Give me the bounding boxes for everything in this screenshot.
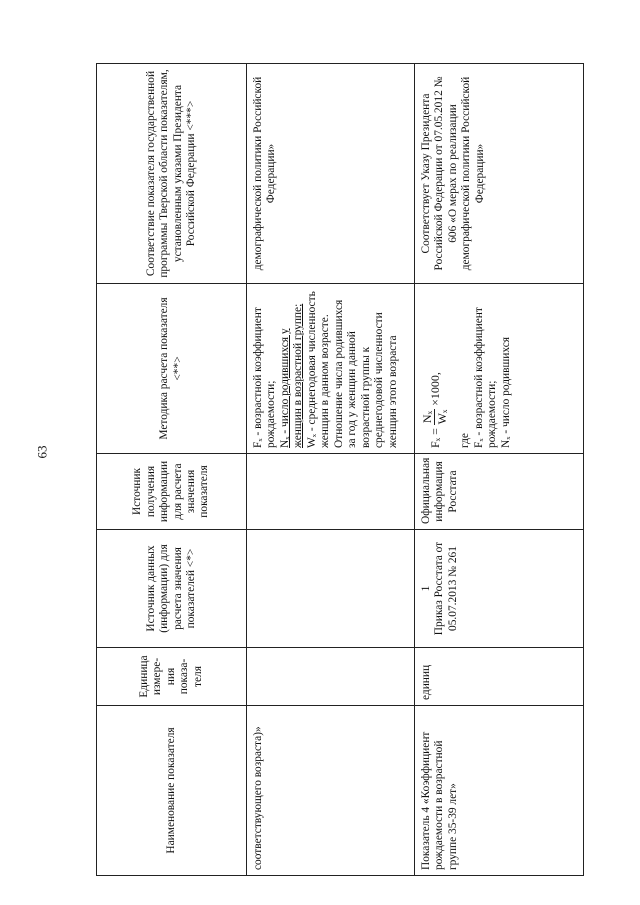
- indicator-table: [96, 63, 584, 876]
- formula-rhs: ×1000,: [427, 372, 442, 406]
- method-line: где: [459, 433, 472, 448]
- formula-denominator: Wₓ: [435, 409, 450, 425]
- header-indicator-name: Наименование показателя: [97, 706, 247, 876]
- compliance-cell: Соответствует Указу Президента Российской Федерации от 07.05.2012 № 606 «О мерах по реализации демографической политики Российской Федерации»: [415, 64, 584, 284]
- header-method: Методика расчета показателя <**>: [97, 284, 247, 454]
- formula: [420, 289, 449, 448]
- data-source-cell: [247, 530, 415, 648]
- header-info-origin: Источник получения информации для расчета значения показателя: [97, 454, 247, 530]
- unit-cell: [247, 648, 415, 706]
- method-line: Fₓ - возрастной коэффициент рождаемости;: [252, 307, 278, 448]
- method-cell: [415, 284, 584, 454]
- info-origin-cell: Официальная информация Росстата: [415, 454, 584, 530]
- header-unit: Единица измерения показателя: [97, 648, 247, 706]
- indicator-name-cell: соответствующего возраста)»: [247, 706, 415, 876]
- formula-lhs: Fₓ =: [427, 428, 442, 448]
- table-row: [247, 64, 415, 876]
- method-line: Fₓ - возрастной коэффициент рождаемости;: [472, 307, 499, 448]
- method-line: Отношение числа родившихся за год у женщин данной возрастной группы к среднегодовой численности женщин этого возраста: [332, 299, 399, 448]
- indicator-name-cell: Показатель 4 «Коэффициент рождаемости в возрастной группе 35-39 лет»: [415, 706, 584, 876]
- header-compliance: Соответствие показателя государственной программы Тверской области показателям, установленным указами Президента Российской Федерации <***>: [97, 64, 247, 284]
- method-line: Nₓ - число родившихся у женщин в возрастной группе;: [278, 303, 305, 448]
- header-row: [97, 64, 247, 876]
- method-line: Wₓ - среднегодовая численность женщин в данном возрасте.: [305, 291, 332, 448]
- page-number: 63: [34, 445, 50, 459]
- info-origin-cell: [247, 454, 415, 530]
- compliance-cell: демографической политики Российской Федерации»: [247, 64, 415, 284]
- table-row: [415, 64, 584, 876]
- method-cell: [247, 284, 415, 454]
- formula-numerator: Nₓ: [420, 410, 434, 424]
- unit-cell: единиц: [415, 648, 584, 706]
- table-container: [96, 64, 584, 876]
- data-source-cell: 1 Приказ Росстата от 05.07.2013 № 261: [415, 530, 584, 648]
- formula-fraction: [420, 409, 449, 425]
- header-data-source: Источник данных (информации) для расчета значения показателей <*>: [97, 530, 247, 648]
- method-line: Nₓ - число родившихся: [499, 337, 512, 448]
